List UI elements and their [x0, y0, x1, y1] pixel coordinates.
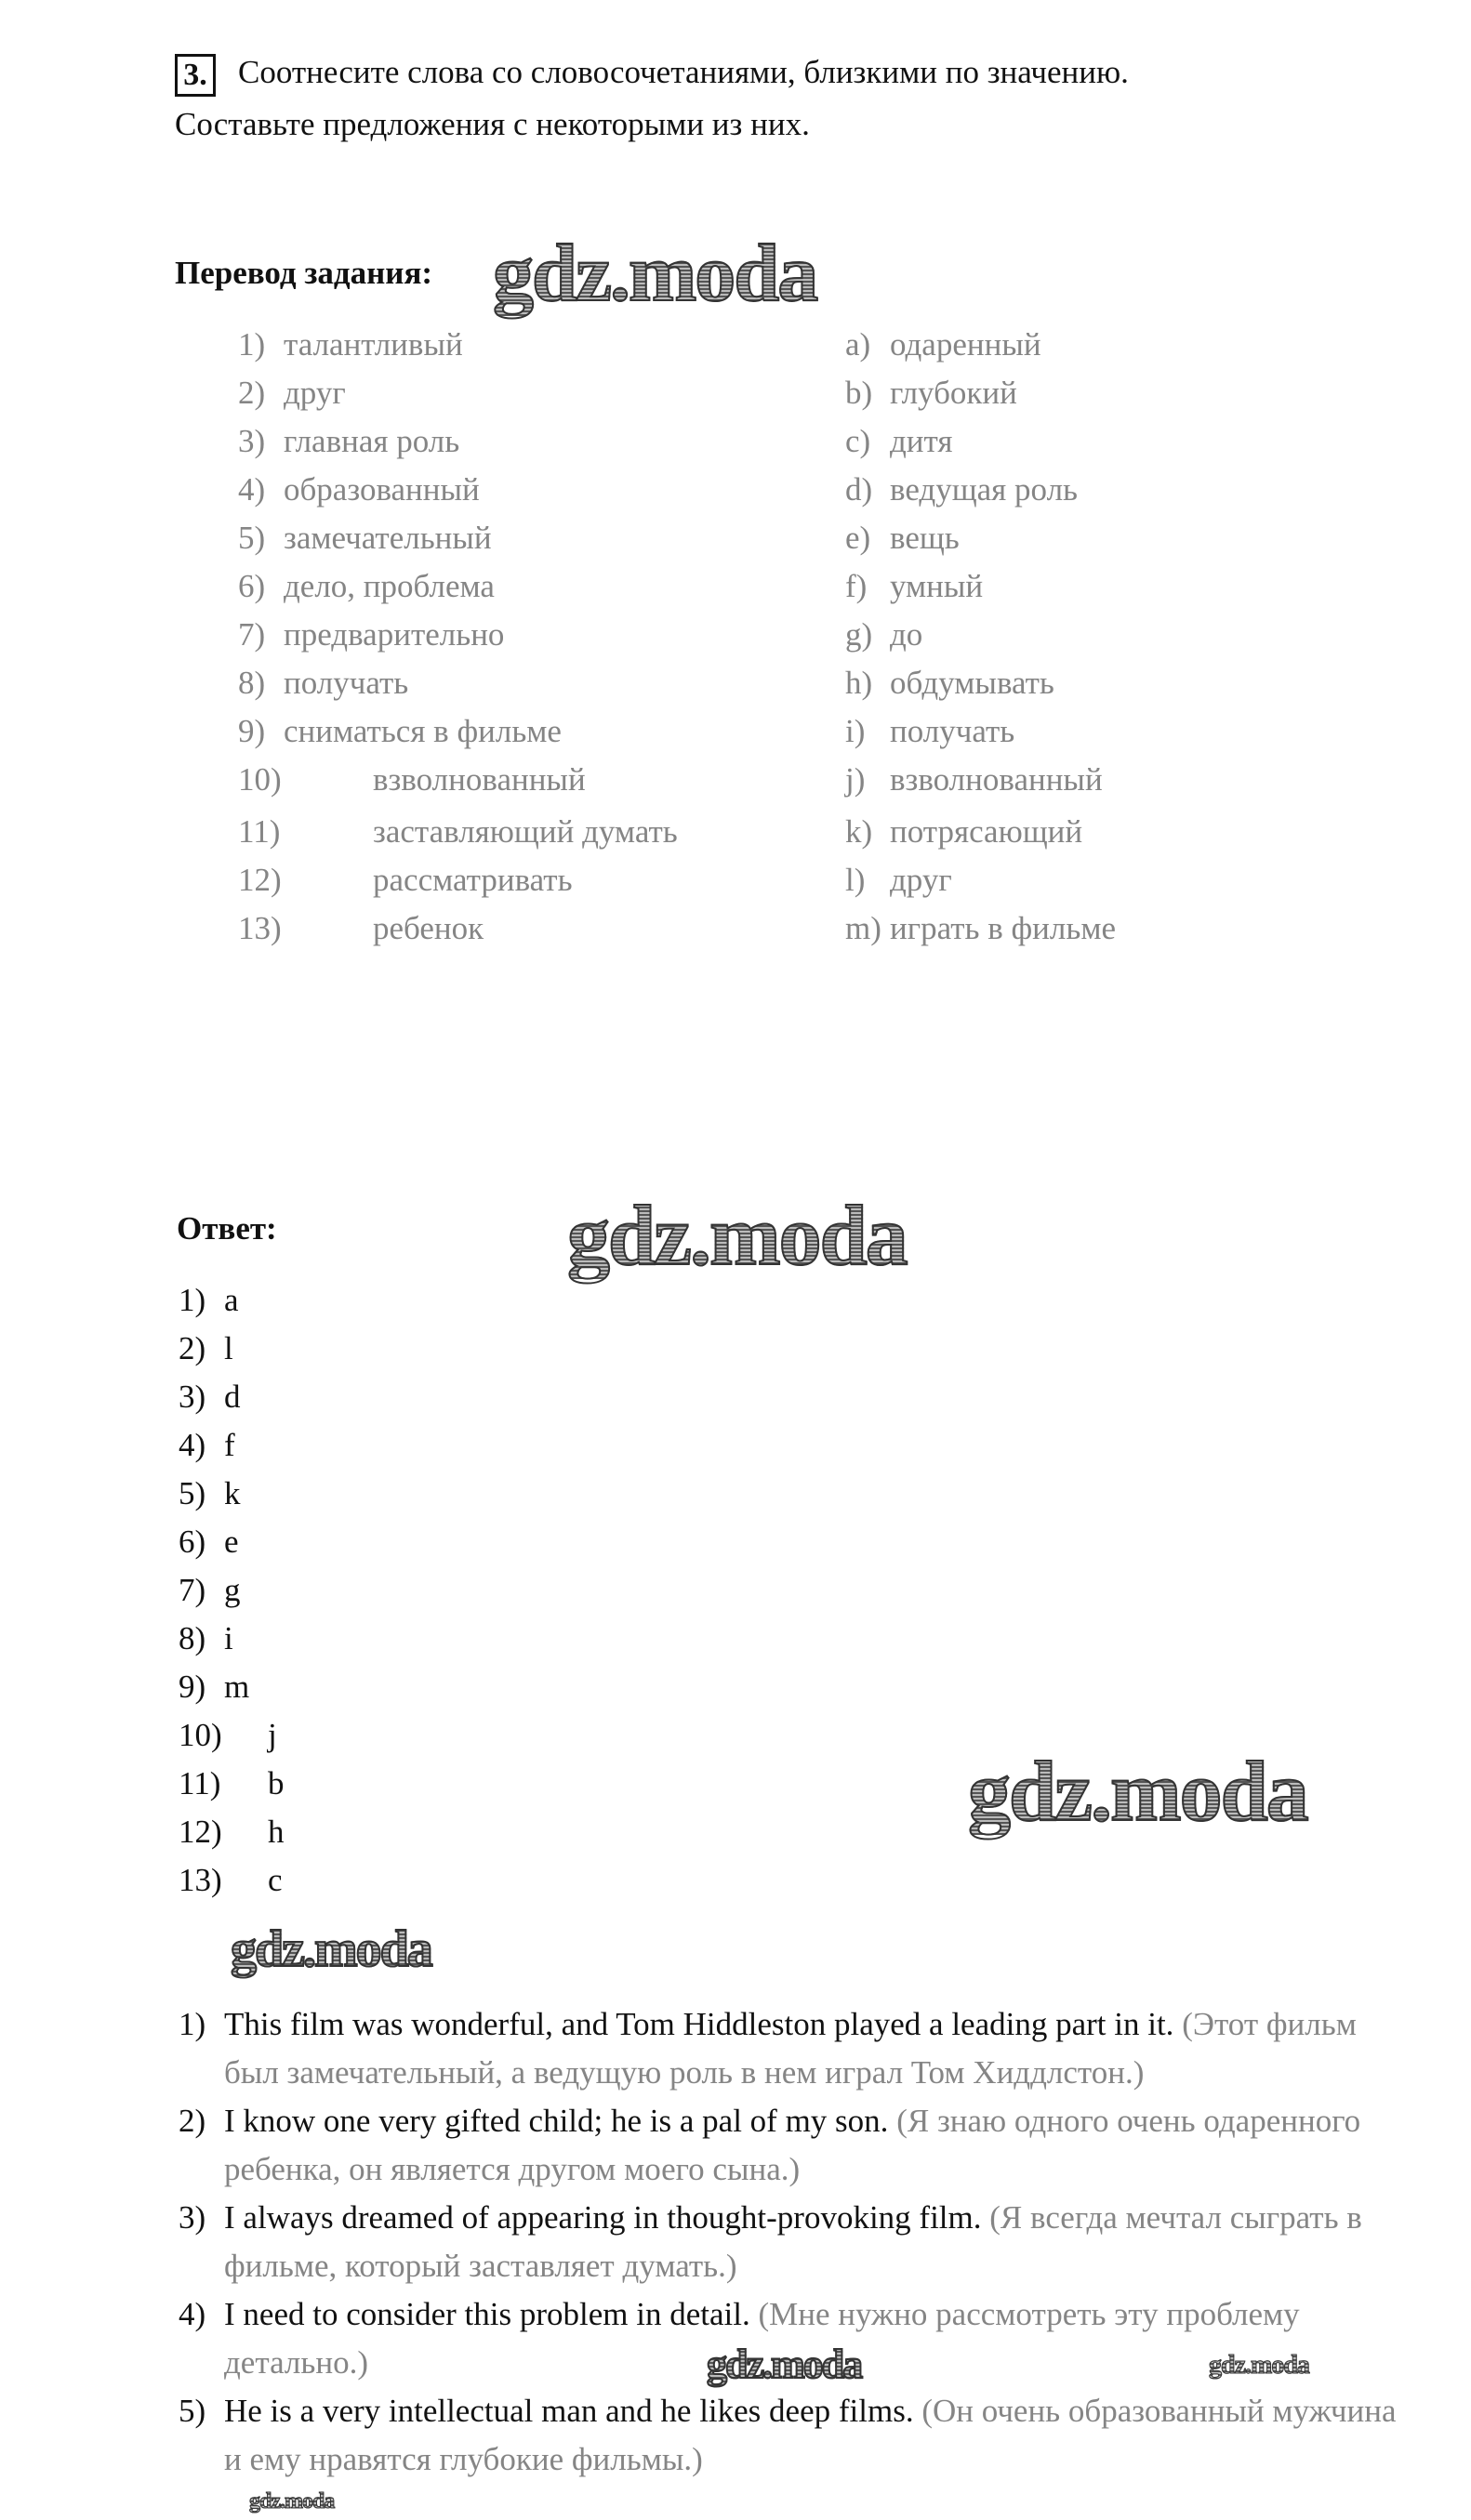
translation-heading: Перевод задания:: [175, 255, 433, 291]
sentence-russian: (Мне нужно рассмотреть эту проблему детально.): [224, 2296, 1300, 2381]
pair-number: 4): [179, 1427, 206, 1463]
right-item-letter: i): [845, 713, 866, 749]
pair-number: 2): [179, 1330, 206, 1366]
left-item-text: сниматься в фильме: [284, 713, 562, 749]
right-item-letter: g): [845, 616, 873, 653]
pair-number: 5): [179, 1475, 206, 1511]
right-item-letter: c): [845, 423, 871, 459]
task-instruction-line1: Соотнесите слова со словосочетаниями, близкими по значению.: [238, 54, 1129, 90]
watermark-logo: gdz.moda: [567, 1188, 907, 1283]
pair-number: 1): [179, 1282, 206, 1318]
sentence-item: [179, 2194, 1397, 2290]
watermark-logo: gdz.moda: [231, 1920, 431, 1978]
pair-letter: c: [268, 1862, 283, 1898]
left-item-number: 4): [238, 471, 266, 508]
left-item-number: 3): [238, 423, 266, 459]
task-instruction-line2: Составьте предложения с некоторыми из них.: [175, 106, 810, 142]
left-item-text: рассматривать: [373, 862, 573, 898]
right-item-text: умный: [890, 568, 984, 604]
right-item-text: получать: [890, 713, 1015, 749]
right-item-letter: k): [845, 813, 873, 850]
left-item-number: 8): [238, 665, 266, 701]
pair-letter: l: [224, 1330, 233, 1366]
pair-letter: e: [224, 1524, 239, 1560]
sentence-body: [224, 2000, 1397, 2097]
pair-letter: k: [224, 1475, 241, 1511]
left-item-text: заставляющий думать: [373, 813, 678, 850]
left-item-number: 11): [238, 813, 281, 850]
pair-number: 6): [179, 1524, 206, 1560]
right-item-letter: b): [845, 375, 873, 411]
sentence-item: [179, 2097, 1397, 2194]
pair-letter: i: [224, 1620, 233, 1656]
sentence-number: 1): [179, 2006, 206, 2042]
left-item-text: дело, проблема: [284, 568, 495, 604]
pair-number: 3): [179, 1379, 206, 1415]
right-item-letter: j): [845, 761, 866, 798]
left-item-number: 1): [238, 326, 266, 363]
left-item-text: талантливый: [284, 326, 463, 363]
right-item-text: дитя: [890, 423, 953, 459]
pair-letter: a: [224, 1282, 239, 1318]
left-item-text: образованный: [284, 471, 480, 508]
answer-heading: Ответ:: [177, 1210, 277, 1247]
right-item-text: играть в фильме: [890, 910, 1117, 946]
pair-number: 11): [179, 1765, 221, 1801]
right-item-text: друг: [890, 862, 952, 898]
sentence-number: 3): [179, 2199, 206, 2236]
pair-number: 8): [179, 1620, 206, 1656]
watermark-logo: gdz.moda: [1209, 2351, 1309, 2380]
pair-number: 9): [179, 1669, 206, 1705]
sentence-item: [179, 2387, 1397, 2484]
left-item-text: предварительно: [284, 616, 505, 653]
watermark-logo: gdz.moda: [493, 229, 817, 319]
pair-number: 10): [179, 1717, 222, 1753]
sentence-english: I need to consider this problem in detail.: [224, 2296, 750, 2332]
pair-letter: h: [268, 1814, 285, 1850]
pair-letter: b: [268, 1765, 285, 1801]
right-item-letter: f): [845, 568, 868, 604]
left-item-text: главная роль: [284, 423, 460, 459]
sentence-russian: (Он очень образованный мужчина и ему нравятся глубокие фильмы.): [224, 2393, 1397, 2477]
right-item-text: ведущая роль: [890, 471, 1079, 508]
right-item-letter: d): [845, 471, 873, 508]
right-item-letter: a): [845, 326, 871, 363]
pair-number: 13): [179, 1862, 222, 1898]
watermark-logo: gdz.moda: [968, 1744, 1307, 1839]
left-item-text: друг: [284, 375, 346, 411]
sentence-body: [224, 2097, 1397, 2194]
right-item-text: взволнованный: [890, 761, 1103, 798]
pair-letter: m: [224, 1669, 250, 1705]
sentence-russian: (Я знаю одного очень одаренного ребенка, он является другом моего сына.): [224, 2103, 1361, 2187]
pair-letter: f: [224, 1427, 235, 1463]
right-item-text: обдумывать: [890, 665, 1054, 701]
left-item-number: 9): [238, 713, 266, 749]
left-item-text: получать: [284, 665, 409, 701]
right-item-text: одаренный: [890, 326, 1041, 363]
right-item-text: вещь: [890, 520, 960, 556]
watermark-logo: gdz.moda: [707, 2342, 862, 2387]
left-item-text: взволнованный: [373, 761, 586, 798]
left-item-number: 12): [238, 862, 282, 898]
sentence-body: [224, 2194, 1397, 2290]
left-item-number: 2): [238, 375, 266, 411]
sentence-english: This film was wonderful, and Tom Hiddleston played a leading part in it.: [224, 2006, 1174, 2042]
sentence-item: [179, 2000, 1397, 2097]
left-item-text: ребенок: [373, 910, 484, 946]
pair-letter: j: [268, 1717, 277, 1753]
sentence-number: 2): [179, 2103, 206, 2139]
left-item-number: 13): [238, 910, 282, 946]
sentence-russian: (Этот фильм был замечательный, а ведущую роль в нем играл Том Хиддлстон.): [224, 2006, 1357, 2091]
watermark-logo: gdz.moda: [249, 2489, 335, 2513]
right-item-text: глубокий: [890, 375, 1017, 411]
left-item-number: 6): [238, 568, 266, 604]
sentence-english: I always dreamed of appearing in thought-provoking film.: [224, 2199, 982, 2236]
right-item-text: до: [890, 616, 923, 653]
left-item-number: 5): [238, 520, 266, 556]
left-item-number: 10): [238, 761, 282, 798]
sentence-number: 5): [179, 2393, 206, 2429]
right-item-letter: h): [845, 665, 873, 701]
sentence-english: He is a very intellectual man and he likes deep films.: [224, 2393, 914, 2429]
task-number-box: 3.: [175, 54, 216, 97]
right-item-letter: e): [845, 520, 871, 556]
sentence-english: I know one very gifted child; he is a pal of my son.: [224, 2103, 889, 2139]
left-item-text: замечательный: [284, 520, 492, 556]
pair-letter: g: [224, 1572, 241, 1608]
right-item-text: потрясающий: [890, 813, 1083, 850]
sentence-body: [224, 2387, 1397, 2484]
pair-number: 7): [179, 1572, 206, 1608]
left-item-number: 7): [238, 616, 266, 653]
pair-letter: d: [224, 1379, 241, 1415]
pair-number: 12): [179, 1814, 222, 1850]
sentence-number: 4): [179, 2296, 206, 2332]
sentence-russian: (Я всегда мечтал сыграть в фильме, который заставляет думать.): [224, 2199, 1362, 2284]
right-item-letter: m): [845, 910, 881, 946]
right-item-letter: l): [845, 862, 866, 898]
